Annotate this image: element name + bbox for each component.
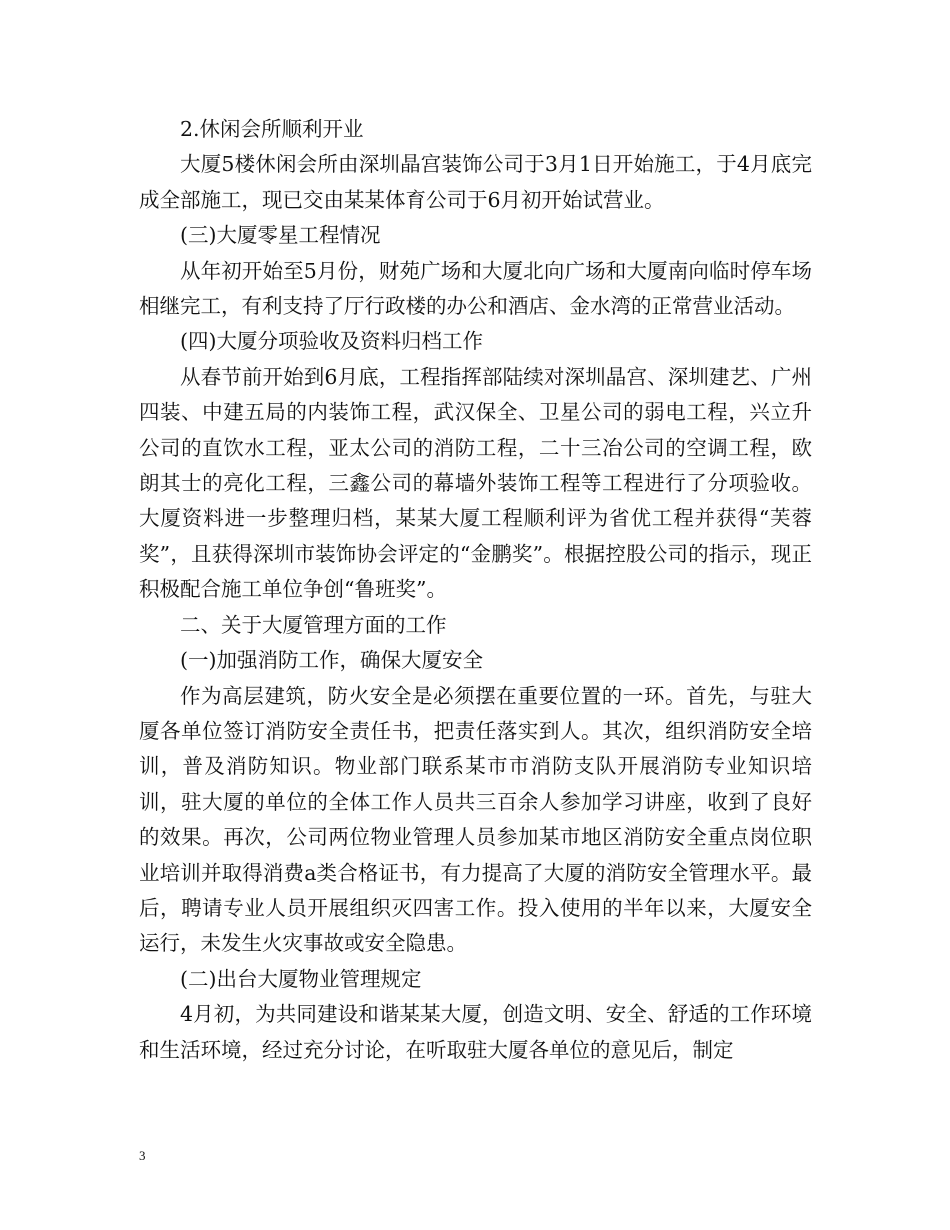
heading-minor-works: (三)大厦零星工程情况 [180, 223, 381, 248]
heading-acceptance-archiving: (四)大厦分项验收及资料归档工作 [180, 329, 483, 354]
paragraph-property-rules: 4月初，为共同建设和谐某某大厦，创造文明、安全、舒适的工作环境和生活环境，经过充分讨论，在听取驻大厦各单位的意见后，制定 [139, 1002, 812, 1062]
paragraph-acceptance-archiving: 从春节前开始到6月底，工程指挥部陆续对深圳晶宫、深圳建艺、广州四装、中建五局的内装饰工程，武汉保全、卫星公司的弱电工程，兴立升公司的直饮水工程，亚太公司的消防工程，二十三冶公司的空调工程，欧朗其士的亮化工程，三鑫公司的幕墙外装饰工程等工程进行了分项验收。大厦资料进一步整理归档，某某大厦工程顺利评为省优工程并获得“芙蓉奖”，且获得深圳市装饰协会评定的“金鹏奖”。根据控股公司的指示，现正积极配合施工单位争创“鲁班奖”。 [139, 364, 812, 602]
page-number: 3 [139, 1148, 146, 1163]
paragraph-leisure-club: 大厦5楼休闲会所由深圳晶宫装饰公司于3月1日开始施工，于4月底完成全部施工，现已交由某某体育公司于6月初开始试营业。 [139, 152, 812, 212]
heading-building-management: 二、关于大厦管理方面的工作 [180, 612, 447, 637]
heading-fire-safety: (一)加强消防工作，确保大厦安全 [180, 648, 483, 673]
document-body [139, 112, 812, 1068]
heading-leisure-club-opening: 2.休闲会所顺利开业 [180, 117, 364, 141]
paragraph-fire-safety: 作为高层建筑，防火安全是必须摆在重要位置的一环。首先，与驻大厦各单位签订消防安全责任书，把责任落实到人。其次，组织消防安全培训，普及消防知识。物业部门联系某市市消防支队开展消防专业知识培训，驻大厦的单位的全体工作人员共三百余人参加学习讲座，收到了良好的效果。再次，公司两位物业管理人员参加某市地区消防安全重点岗位职业培训并取得消费a类合格证书，有力提高了大厦的消防安全管理水平。最后，聘请专业人员开展组织灭四害工作。投入使用的半年以来，大厦安全运行，未发生火灾事故或安全隐患。 [139, 683, 812, 956]
heading-property-rules: (二)出台大厦物业管理规定 [180, 966, 422, 991]
paragraph-minor-works: 从年初开始至5月份，财苑广场和大厦北向广场和大厦南向临时停车场相继完工，有利支持了厅行政楼的办公和酒店、金水湾的正常营业活动。 [139, 258, 812, 319]
